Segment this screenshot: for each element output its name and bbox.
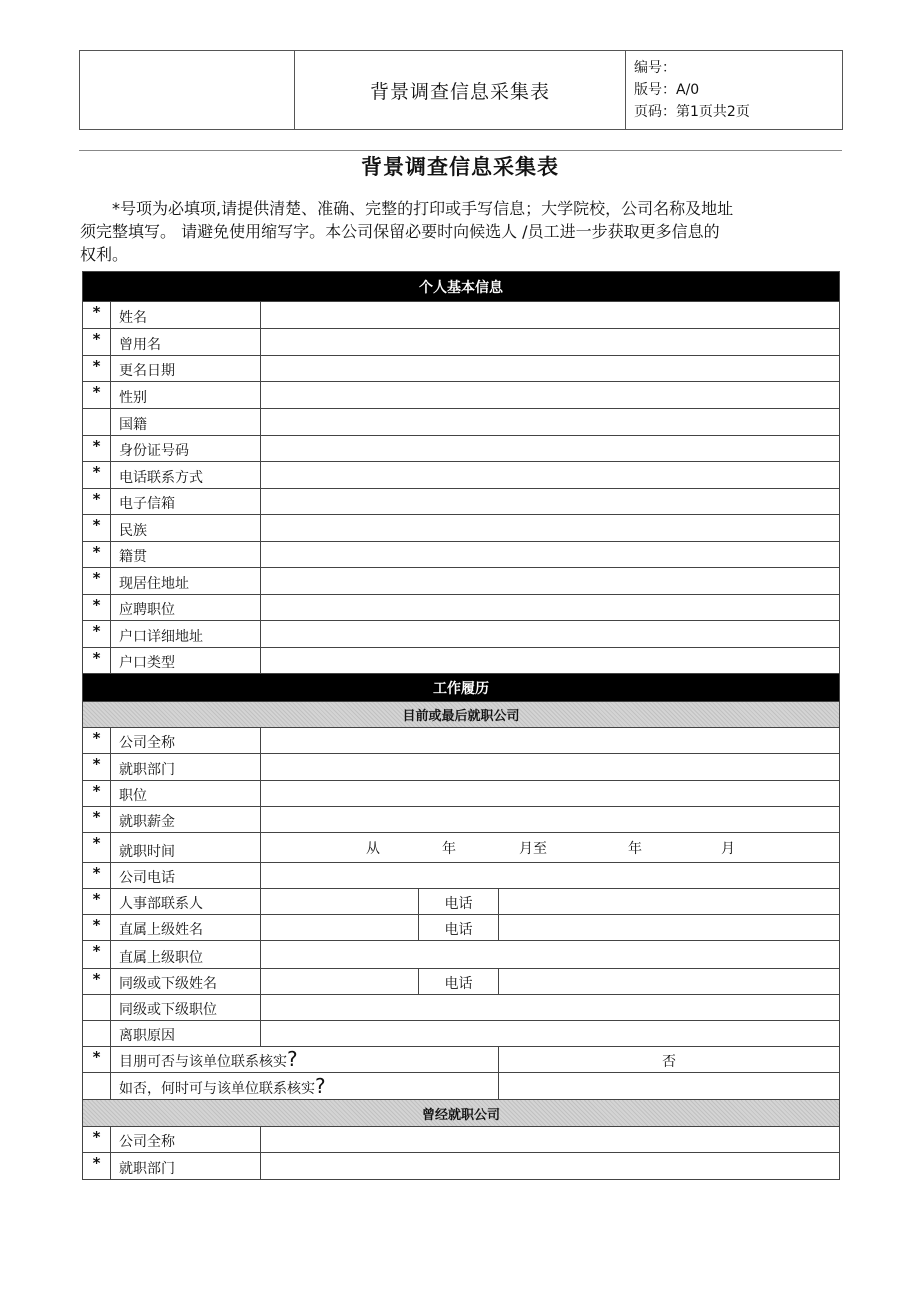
- phone-field[interactable]: [261, 462, 840, 489]
- supervisor-title-field[interactable]: [261, 941, 840, 969]
- gender-field[interactable]: [261, 382, 840, 409]
- intro-line: 须完整填写。 请避免使用缩写字。本公司保留必要时向候选人 /员工进一步获取更多信息的: [80, 222, 720, 241]
- hukou-type-field[interactable]: [261, 648, 840, 674]
- required-star: *: [83, 807, 111, 833]
- employment-period-field[interactable]: [261, 833, 840, 863]
- name-field[interactable]: [261, 302, 840, 329]
- field-label: 就职部门: [111, 754, 261, 781]
- field-label: 性别: [111, 382, 261, 409]
- phone-label: 电话: [419, 889, 499, 915]
- hukou-address-field[interactable]: [261, 621, 840, 648]
- doc-page: 页码：第1页共2页: [634, 104, 750, 120]
- subsection-previous-company: 曾经就职公司: [83, 1100, 840, 1127]
- field-label: 国籍: [111, 409, 261, 436]
- field-label: 就职薪金: [111, 807, 261, 833]
- required-star: *: [83, 515, 111, 542]
- field-label: 现居住地址: [111, 568, 261, 595]
- required-star: *: [83, 863, 111, 889]
- peer-name-field[interactable]: [261, 969, 419, 995]
- field-label: 同级或下级姓名: [111, 969, 261, 995]
- applied-position-field[interactable]: [261, 595, 840, 621]
- email-field[interactable]: [261, 489, 840, 515]
- doc-version: 版号：A/0: [634, 82, 700, 98]
- question-mark: ?: [315, 1074, 326, 1098]
- peer-phone-field[interactable]: [499, 969, 840, 995]
- field-label: 电子信箱: [111, 489, 261, 515]
- former-name-field[interactable]: [261, 329, 840, 356]
- field-label: 身份证号码: [111, 436, 261, 462]
- required-star: [83, 1073, 111, 1100]
- supervisor-name-field[interactable]: [261, 915, 419, 941]
- field-label: 离职原因: [111, 1021, 261, 1047]
- intro-line: *号项为必填项,请提供清楚、准确、完整的打印或手写信息；大学院校，公司名称及地址: [112, 199, 734, 218]
- required-star: [83, 995, 111, 1021]
- field-label: 直属上级姓名: [111, 915, 261, 941]
- required-star: *: [83, 969, 111, 995]
- department-field[interactable]: [261, 754, 840, 781]
- company-phone-field[interactable]: [261, 863, 840, 889]
- field-label: 民族: [111, 515, 261, 542]
- required-star: *: [83, 595, 111, 621]
- required-star: *: [83, 568, 111, 595]
- id-number-field[interactable]: [261, 436, 840, 462]
- required-star: *: [83, 621, 111, 648]
- previous-company-name-field[interactable]: [261, 1127, 840, 1153]
- field-label: 职位: [111, 781, 261, 807]
- name-change-date-field[interactable]: [261, 356, 840, 382]
- field-label: 曾用名: [111, 329, 261, 356]
- document-header: [79, 50, 843, 130]
- subsection-current-company: 目前或最后就职公司: [83, 702, 840, 728]
- required-star: *: [83, 1127, 111, 1153]
- salary-field[interactable]: [261, 807, 840, 833]
- field-label: 人事部联系人: [111, 889, 261, 915]
- question-text: 目朋可否与该单位联系核实: [119, 1054, 287, 1070]
- required-star: *: [83, 302, 111, 329]
- ethnicity-field[interactable]: [261, 515, 840, 542]
- field-label: 更名日期: [111, 356, 261, 382]
- month-to-label: 月至: [519, 841, 547, 857]
- required-star: *: [83, 1153, 111, 1180]
- required-star: *: [83, 833, 111, 863]
- phone-label: 电话: [419, 969, 499, 995]
- from-label: 从: [366, 841, 380, 857]
- required-star: [83, 1021, 111, 1047]
- previous-department-field[interactable]: [261, 1153, 840, 1180]
- required-star: *: [83, 329, 111, 356]
- required-star: *: [83, 382, 111, 409]
- field-label: 公司全称: [111, 1127, 261, 1153]
- required-star: *: [83, 728, 111, 754]
- doc-code: 编号：: [634, 60, 676, 76]
- verify-now-question: [111, 1047, 499, 1073]
- field-label: 姓名: [111, 302, 261, 329]
- field-label: 应聘职位: [111, 595, 261, 621]
- required-star: *: [83, 1047, 111, 1073]
- field-label: 户口详细地址: [111, 621, 261, 648]
- field-label: 直属上级职位: [111, 941, 261, 969]
- native-place-field[interactable]: [261, 542, 840, 568]
- section-work-history: 工作履历: [83, 674, 840, 702]
- required-star: *: [83, 489, 111, 515]
- required-star: *: [83, 754, 111, 781]
- leave-reason-field[interactable]: [261, 1021, 840, 1047]
- background-check-form: [82, 271, 840, 1180]
- intro-text: [80, 197, 840, 266]
- required-star: *: [83, 356, 111, 382]
- question-mark: ?: [287, 1047, 298, 1071]
- current-address-field[interactable]: [261, 568, 840, 595]
- hr-phone-field[interactable]: [499, 889, 840, 915]
- verify-when-field[interactable]: [499, 1073, 840, 1100]
- logo-cell: [80, 51, 295, 130]
- year-label: 年: [442, 841, 456, 857]
- required-star: *: [83, 915, 111, 941]
- hr-contact-field[interactable]: [261, 889, 419, 915]
- field-label: 户口类型: [111, 648, 261, 674]
- required-star: *: [83, 648, 111, 674]
- month-label: 月: [721, 841, 735, 857]
- verify-now-answer[interactable]: 否: [499, 1047, 840, 1073]
- company-name-field[interactable]: [261, 728, 840, 754]
- header-title: 背景调查信息采集表: [295, 51, 626, 130]
- field-label: 电话联系方式: [111, 462, 261, 489]
- nationality-field[interactable]: [261, 409, 840, 436]
- peer-title-field[interactable]: [261, 995, 840, 1021]
- position-field[interactable]: [261, 781, 840, 807]
- phone-label: 电话: [419, 915, 499, 941]
- question-text: 如否，何时可与该单位联系核实: [119, 1081, 315, 1097]
- verify-when-question: [111, 1073, 499, 1100]
- required-star: *: [83, 781, 111, 807]
- field-label: 同级或下级职位: [111, 995, 261, 1021]
- header-meta: [626, 51, 843, 130]
- required-star: *: [83, 436, 111, 462]
- required-star: *: [83, 542, 111, 568]
- required-star: *: [83, 889, 111, 915]
- field-label: 籍贯: [111, 542, 261, 568]
- section-personal-info: 个人基本信息: [83, 272, 840, 302]
- field-label: 公司电话: [111, 863, 261, 889]
- required-star: *: [83, 941, 111, 969]
- year-label: 年: [628, 841, 642, 857]
- supervisor-phone-field[interactable]: [499, 915, 840, 941]
- field-label: 就职部门: [111, 1153, 261, 1180]
- field-label: 就职时间: [111, 833, 261, 863]
- page-title: 背景调查信息采集表: [361, 155, 559, 179]
- required-star: *: [83, 462, 111, 489]
- field-label: 公司全称: [111, 728, 261, 754]
- intro-line: 权利。: [80, 245, 129, 264]
- required-star: [83, 409, 111, 436]
